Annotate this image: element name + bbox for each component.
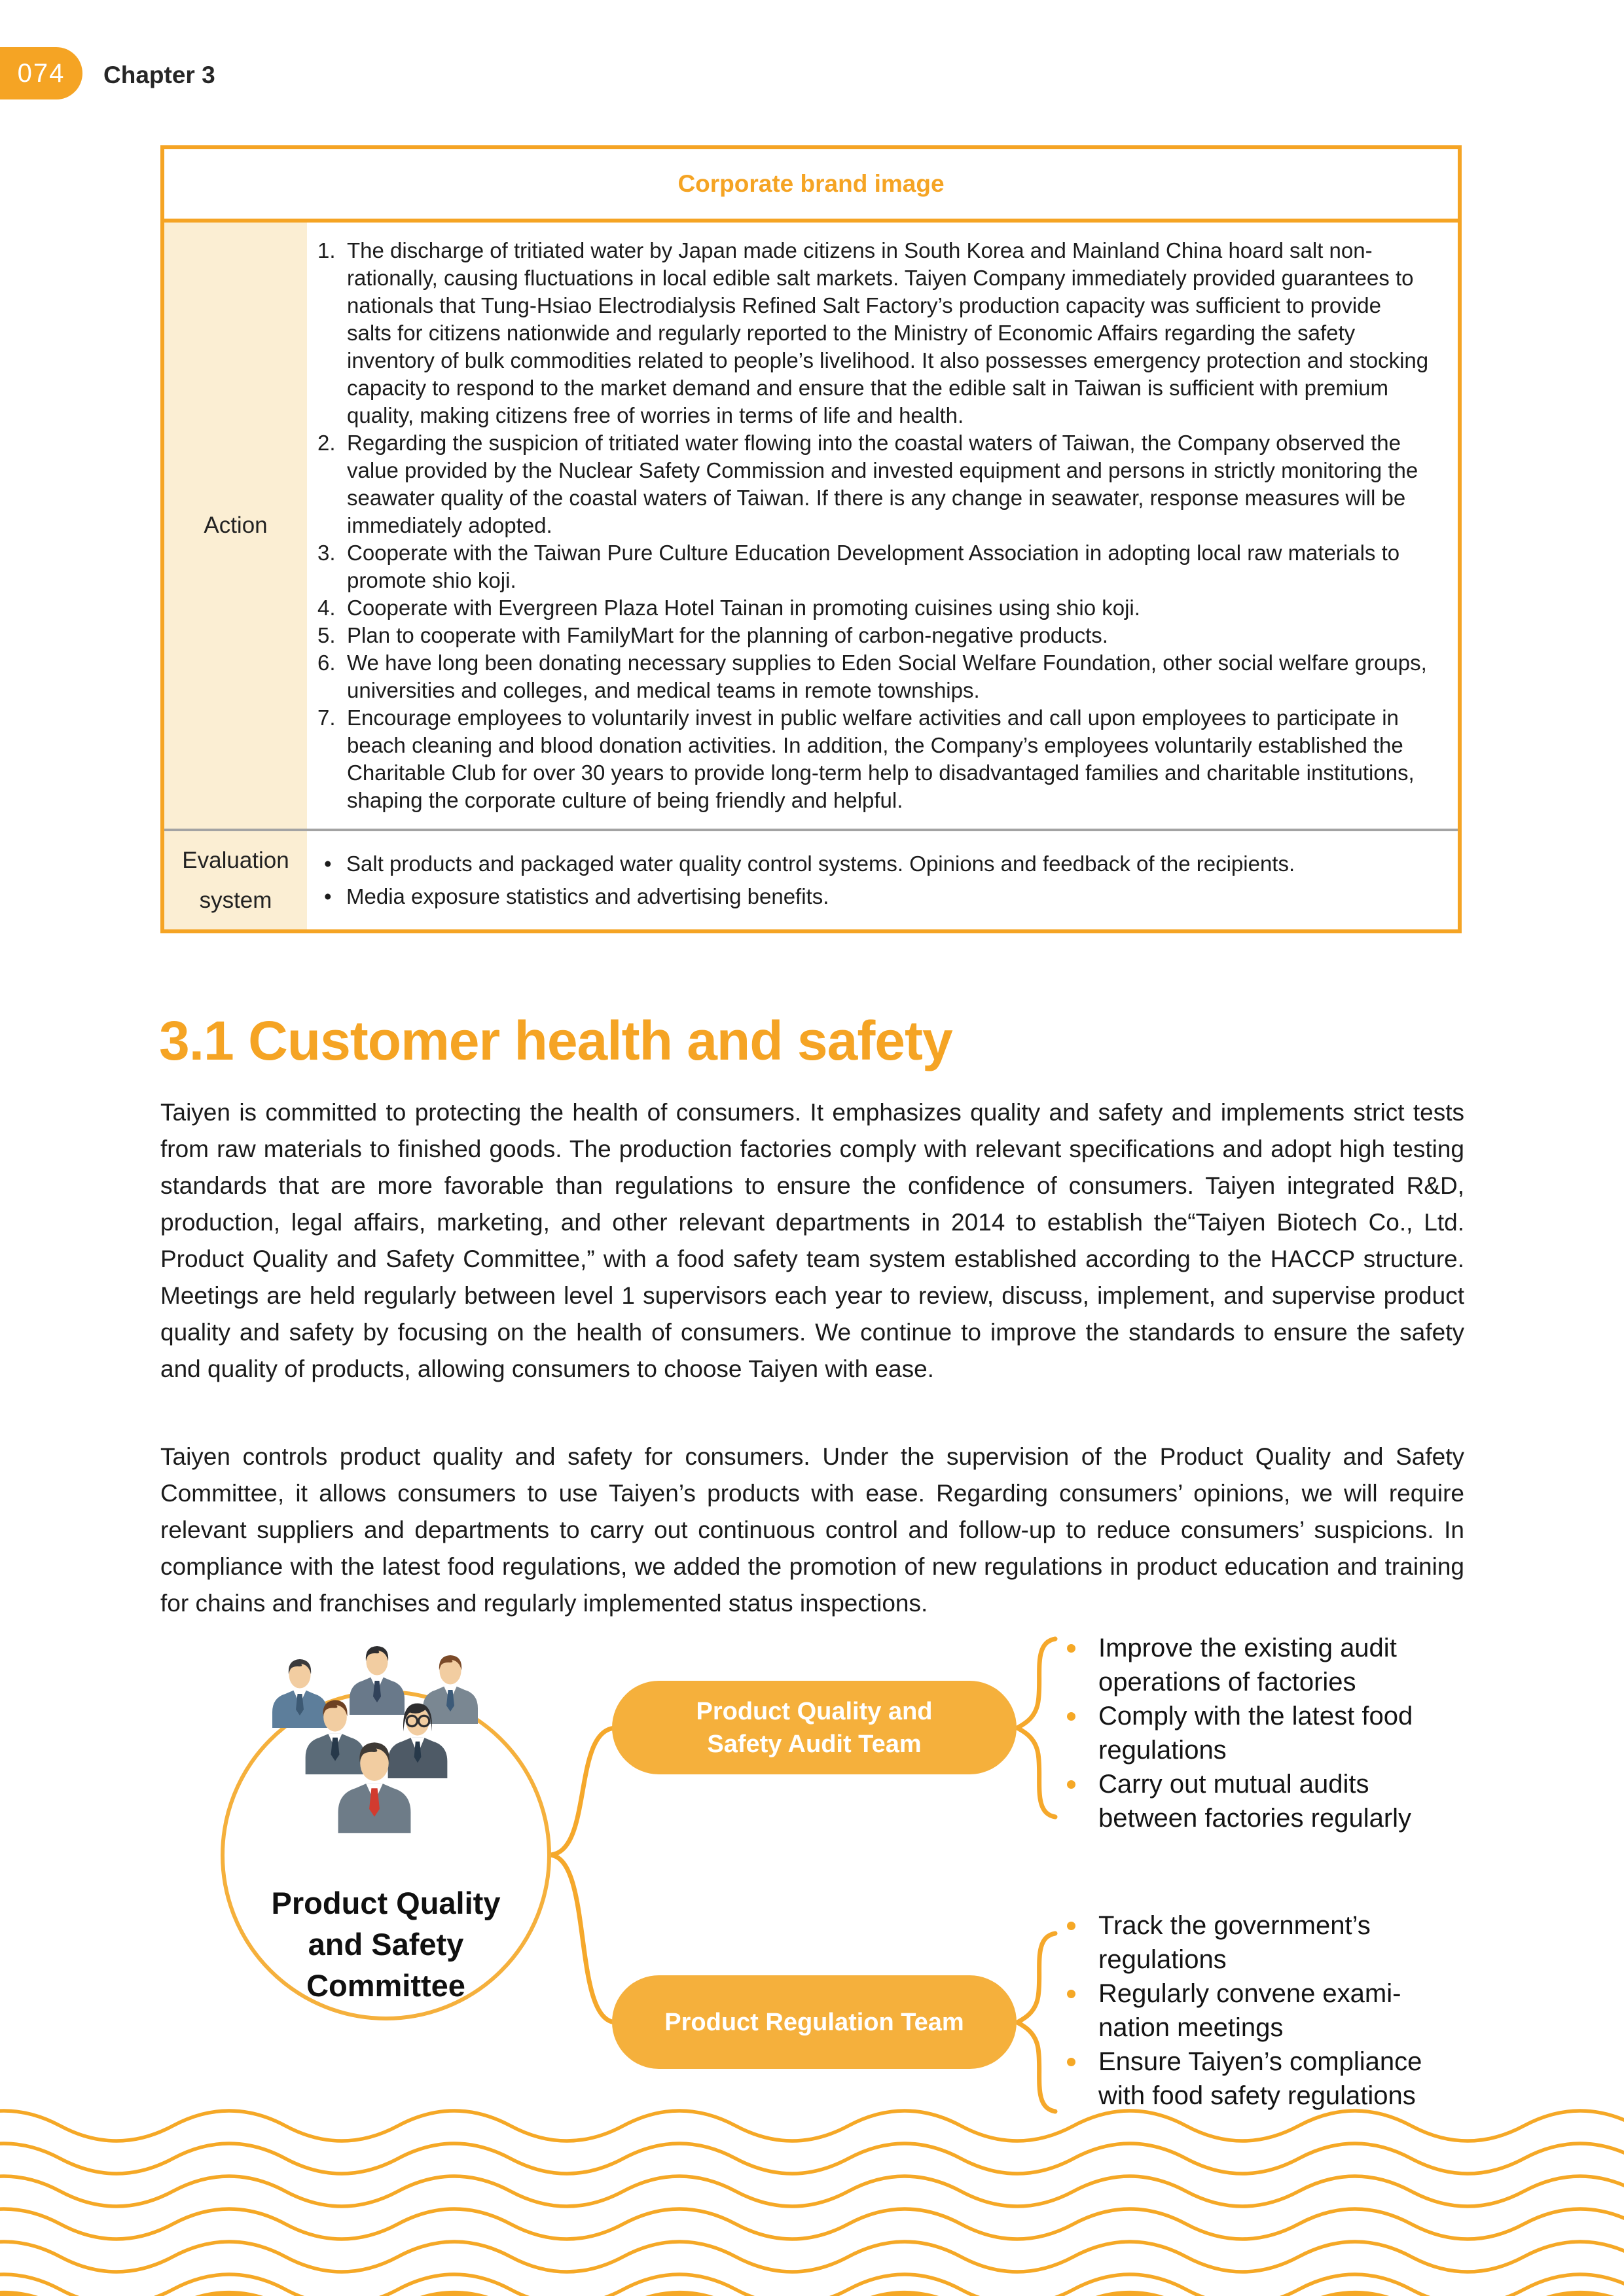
table-row-evaluation — [164, 829, 1458, 929]
bullet-item: Ensure Taiyen’s compliance with food safety regulations — [1062, 2045, 1428, 2113]
action-item: Plan to cooperate with FamilyMart for the planning of carbon-negative products. — [347, 623, 1108, 647]
bullet-item: Carry out mutual audits between factories regularly — [1062, 1767, 1428, 1835]
bullet-item: Improve the existing audit operations of factories — [1062, 1631, 1428, 1699]
connector-to-regulation-team — [549, 1855, 617, 2022]
bullet-item: Track the government’s regulations — [1062, 1909, 1428, 1977]
committee-people-illustration — [254, 1641, 516, 1864]
team-pill-audit — [612, 1681, 1017, 1774]
corporate-brand-image-table — [160, 145, 1462, 933]
page-number: 074 — [17, 58, 65, 88]
brace-regulation-team — [1017, 1933, 1055, 2111]
table-title: Corporate brand image — [164, 149, 1458, 223]
evaluation-items-list — [316, 850, 1429, 911]
row-label-action: Action — [164, 223, 307, 829]
audit-team-bullets — [1062, 1631, 1428, 1835]
section-heading: 3.1 Customer health and safety — [159, 1010, 952, 1071]
evaluation-item: • Salt products and packaged water quality control systems. Opinions and feedback of the recipients. — [316, 850, 1429, 878]
team-pill-regulation-label: Product Regulation Team — [664, 2008, 964, 2036]
action-content-cell — [307, 223, 1458, 829]
connector-to-audit-team — [549, 1728, 617, 1855]
evaluation-item: • Media exposure statistics and advertising benefits. — [316, 882, 1429, 911]
action-item: Regarding the suspicion of tritiated water flowing into the coastal waters of Taiwan, the Company observed the value provided by the Nuclear Safety Commission and invested equipment and persons in strictly monitoring the seawater quality of the coastal waters of Taiwan. If there is any change in seawater, response measures will be immediately adopted. — [347, 431, 1418, 537]
page-number-tab — [0, 47, 82, 99]
evaluation-content-cell — [307, 831, 1458, 929]
person-icon — [350, 1646, 405, 1715]
chapter-label: Chapter 3 — [103, 62, 215, 88]
action-item: Cooperate with Evergreen Plaza Hotel Tainan in promoting cuisines using shio koji. — [347, 596, 1140, 620]
regulation-team-bullets — [1062, 1909, 1428, 2113]
team-pill-regulation — [612, 1975, 1017, 2069]
bullet-item: Comply with the latest food regulations — [1062, 1699, 1428, 1767]
action-item: The discharge of tritiated water by Japan made citizens in South Korea and Mainland China hoard salt non-rationally, causing fluctuations in local edible salt markets. Taiyen Company immediately provided guarantees to nationals that Tung-Hsiao Electrodialysis Refined Salt Factory’s production capacity was sufficient to provide salts for citizens nationwide and regularly reported to the Ministry of Economic Affairs regarding the safety inventory of bulk commodities related to people’s livelihood. It also possesses emergency protection and stocking capacity to respond to the market demand and ensure that the edible salt in Taiwan is sufficient with premium quality, making citizens free of worries in terms of life and health. — [347, 238, 1429, 427]
brace-audit-team — [1017, 1639, 1055, 1817]
paragraph: Taiyen is committed to protecting the health of consumers. It emphasizes quality and safety and implements strict tests from raw materials to finished goods. The production factories comply with relevant specifications and adopt high testing standards that are more favorable than regulations to ensure the confidence of consumers. Taiyen integrated R&D, production, legal affairs, marketing, and other relevant departments in 2014 to establish the“Taiyen Biotech Co., Ltd. Product Quality and Safety Committee,” with a food safety team system established according to the HACCP structure. Meetings are held regularly between level 1 supervisors each year to review, discuss, implement, and supervise product quality and safety by focusing on the health of consumers. We continue to improve the standards to ensure the safety and quality of products, allowing consumers to choose Taiyen with ease. — [160, 1099, 1464, 1382]
wave-decoration — [0, 2101, 1624, 2296]
team-pill-audit-label: Product Quality and Safety Audit Team — [696, 1697, 933, 1758]
action-item: Encourage employees to voluntarily invest in public welfare activities and call upon employees to participate in beach cleaning and blood donation activities. In addition, the Company’s employees voluntarily established the Charitable Club for over 30 years to provide long-term help to disadvantaged families and charitable institutions, shaping the corporate culture of being friendly and helpful. — [347, 706, 1415, 812]
person-icon — [272, 1659, 327, 1728]
table-row-action — [164, 223, 1458, 829]
action-item: Cooperate with the Taiwan Pure Culture Education Development Association in adopting local raw materials to promote shio koji. — [347, 541, 1400, 592]
bullet-item: Regularly convene exami-nation meetings — [1062, 1977, 1428, 2045]
committee-circle — [221, 1690, 551, 2020]
person-icon — [423, 1655, 478, 1724]
action-items-list — [316, 237, 1429, 814]
paragraph: Taiyen controls product quality and safety for consumers. Under the supervision of the Product Quality and Safety Committee, it allows consumers to use Taiyen’s products with ease. Regarding consumers’ opinions, we will require relevant suppliers and departments to carry out continuous control and follow-up to reduce consumers’ suspicions. In compliance with the latest food regulations, we added the promotion of new regulations in product education and training for chains and franchises and regularly implemented status inspections. — [160, 1443, 1464, 1617]
row-label-evaluation: Evaluation system — [164, 831, 307, 929]
committee-label: Product Quality and Safety Committee — [271, 1886, 501, 2003]
action-item: We have long been donating necessary supplies to Eden Social Welfare Foundation, other social welfare groups, universities and colleges, and medical teams in remote townships. — [347, 651, 1427, 702]
